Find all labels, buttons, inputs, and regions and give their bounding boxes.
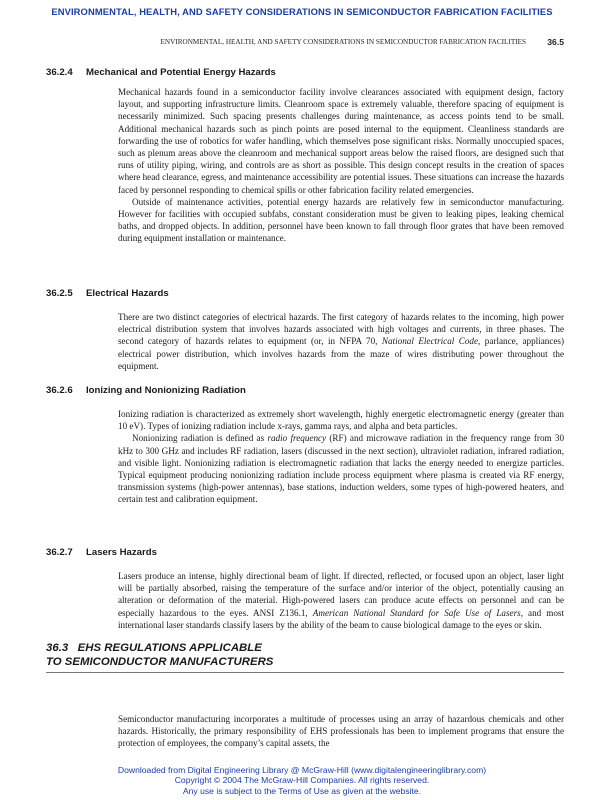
paragraph bbox=[118, 432, 564, 505]
text-run: There are two distinct categories of electrical hazards. The first category of hazards relates to the incoming, high power electrical distribution system that involves hazards associated with high voltages and currents, in three phases. The second category of hazards relates to equipment (or, in NFPA 70, bbox=[118, 312, 564, 347]
section-body-36-2-6 bbox=[118, 408, 564, 506]
paragraph: Semiconductor manufacturing incorporates a multitude of processes using an array of hazardous chemicals and other hazards. Historically, the primary responsibility of EHS professionals has been to implement programs that ensure the protection of employees, the company’s capital assets, the bbox=[118, 714, 564, 749]
paragraph: Outside of maintenance activities, potential energy hazards are relatively few in semiconductor manufacturing. However for facilities with occupied subfabs, constant consideration must be given to leaking pipes, leaking chemical baths, and dropped objects. In addition, personnel have been known to fall through floor grates that have been removed during equipment installation or maintenance. bbox=[118, 196, 564, 244]
section-number: 36.2.5 bbox=[46, 288, 73, 299]
footer-line-terms: Any use is subject to the Terms of Use as given at the website. bbox=[182, 785, 422, 796]
italic-title: American National Standard for Safe Use of Lasers bbox=[312, 607, 521, 618]
section-title: Ionizing and Nonionizing Radiation bbox=[86, 385, 246, 396]
paragraph: Mechanical hazards found in a semiconductor facility involve clearances associated with equipment design, factory layout, and supporting infrastructure limits. Cleanroom space is extremely valuable, therefore spacing of equipment is necessarily minimized. Such spacing presents challenges during maintenance, as access points tend to be small. Additional mechanical hazards such as pinch points are posed internal to the equipment. Cleanliness standards are forwarding the use of robotics for wafer handling, which themselves pose significant risks. Normally unoccupied spaces, such as plenum areas above the cleanroom and mechanical support areas below the raised floors, are designed such that runs of utility piping, wiring, and controls are as short as possible. This design concept results in the creation of spaces where head clearance, egress, and maintenance accessibility are potential issues. These situations can increase the hazards faced by personnel responding to chemical spills or other fabrication facility related emergencies. bbox=[118, 87, 564, 195]
section-number: 36.2.6 bbox=[46, 385, 73, 396]
footer-line-download: Downloaded from Digital Engineering Library @ McGraw-Hill (www.digitalengineeringlibrary.com) bbox=[117, 765, 487, 775]
paragraph bbox=[118, 311, 564, 372]
section-number: 36.2.7 bbox=[46, 547, 73, 558]
text-run: , and most international laser standards classify lasers by the ability of the beam to cause biological damage to the eyes or skin. bbox=[118, 607, 565, 630]
running-head-title: ENVIRONMENTAL, HEALTH, AND SAFETY CONSIDERATIONS IN SEMICONDUCTOR FABRICATION FACILITIES bbox=[160, 38, 526, 46]
chapter-rule bbox=[46, 672, 564, 673]
text-run: Lasers produce an intense, highly directional beam of light. If directed, reflected, or focused upon an object, laser light will be partially absorbed, raising the temperature of the surface and/or interior of the object, potentially causing an alteration or deformation of the material. High-powered lasers can produce acute effects on personnel and can be especially hazardous to the eyes. ANSI Z136.1, bbox=[118, 571, 564, 618]
chapter-title-line2: TO SEMICONDUCTOR MANUFACTURERS bbox=[46, 656, 274, 668]
download-footer bbox=[0, 765, 604, 796]
chapter-heading-36-3 bbox=[46, 641, 273, 669]
section-title: Lasers Hazards bbox=[86, 547, 157, 558]
section-heading-36-2-6 bbox=[46, 385, 246, 396]
section-heading-36-2-7 bbox=[46, 547, 157, 558]
section-heading-36-2-4 bbox=[46, 67, 276, 78]
section-body-36-2-7 bbox=[118, 570, 564, 631]
text-run: Nonionizing radiation is defined as bbox=[132, 433, 268, 444]
chapter-heading-line bbox=[46, 641, 273, 655]
italic-title: National Electrical Code, bbox=[381, 336, 481, 347]
paragraph: Ionizing radiation is characterized as extremely short wavelength, highly energetic electromagnetic energy (greater than 10 eV). Types of ionizing radiation include x-rays, gamma rays, and alpha and beta particles. bbox=[118, 409, 564, 432]
paragraph bbox=[118, 570, 564, 631]
section-body-36-2-5 bbox=[118, 311, 564, 372]
text-run: parlance, appliances) electrical power distribution, which involves hazards from the maze of wires distributing power throughout the equipment. bbox=[118, 336, 565, 371]
source-banner: ENVIRONMENTAL, HEALTH, AND SAFETY CONSIDERATIONS IN SEMICONDUCTOR FABRICATION FACILITIES bbox=[51, 6, 553, 17]
text-run: (RF) and microwave radiation in the frequency range from 30 kHz to 300 GHz and includes RF radiation, lasers (discussed in the next section), ultraviolet radiation, infrared radiation, and visible light. Nonionizing radiation is electromagnetic radiation that lacks the energy needed to energize particles. Typical equipment producing nonionizing radiation include process equipment where plasma is created via RF energy, transmission systems (high-power antennas), base stations, induction welders, some types of high-powered heaters, and certain test and calibration equipment. bbox=[118, 433, 565, 505]
chapter-title-line1: EHS REGULATIONS APPLICABLE bbox=[77, 642, 262, 654]
italic-term: radio frequency bbox=[267, 433, 327, 444]
section-heading-36-2-5 bbox=[46, 288, 169, 299]
footer-line-copyright: Copyright © 2004 The McGraw-Hill Companies. All rights reserved. bbox=[174, 775, 430, 786]
chapter-number: 36.3 bbox=[46, 642, 69, 654]
page-number: 36.5 bbox=[547, 37, 564, 47]
section-title: Electrical Hazards bbox=[86, 288, 169, 299]
section-title: Mechanical and Potential Energy Hazards bbox=[86, 67, 276, 78]
section-body-36-3 bbox=[118, 713, 564, 750]
section-number: 36.2.4 bbox=[46, 67, 73, 78]
section-body-36-2-4 bbox=[118, 86, 564, 245]
